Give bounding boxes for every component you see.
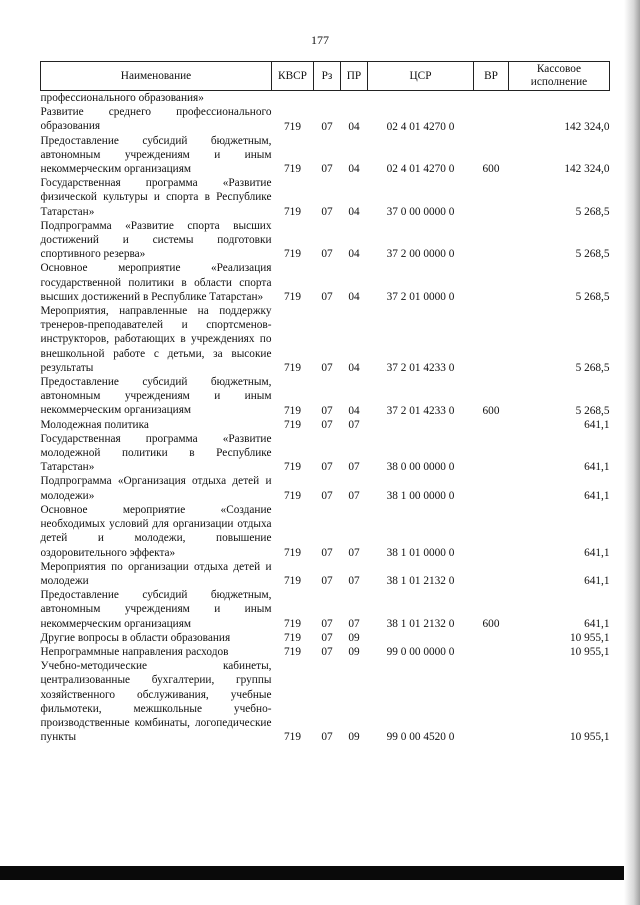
cell-rz: 07: [321, 120, 333, 133]
cell-name: Подпрограмма «Организация отдыха детей и молодежи»: [40, 475, 272, 502]
column-header-vr: ВР: [474, 62, 509, 91]
cell-rz: 07: [321, 248, 333, 261]
cell-vr: [474, 432, 509, 475]
cell-rz: 07: [321, 362, 333, 375]
cell-rz: 07: [321, 163, 333, 176]
cell-name: Мероприятия, направленные на поддержку тренеров-преподавателей и спортсменов-инструкторов, работающих в учреждениях по внешкольной работе с детьми, за высокие результаты: [40, 305, 272, 374]
cell-pr: 09: [348, 731, 360, 744]
table-row: [41, 645, 610, 659]
cell-amount: [509, 91, 610, 106]
cell-csr: 99 0 00 4520 0: [386, 731, 455, 744]
cell-csr: 38 0 00 0000 0: [386, 461, 455, 474]
cell-amount: 142 324,0: [564, 163, 610, 176]
page-number: 177: [311, 33, 329, 47]
cell-csr: [368, 418, 474, 432]
scan-edge-bottom: [0, 866, 640, 880]
cell-kvsr: 719: [284, 163, 301, 176]
cell-vr: [474, 418, 509, 432]
cell-amount: 641,1: [584, 546, 610, 559]
table-row: [41, 219, 610, 262]
table-row: [41, 134, 610, 177]
cell-csr: 02 4 01 4270 0: [386, 120, 455, 133]
cell-kvsr: 719: [284, 120, 301, 133]
table-row: [41, 304, 610, 375]
column-header-csr: ЦСР: [368, 62, 474, 91]
cell-csr: 37 0 00 0000 0: [386, 205, 455, 218]
cell-kvsr: 719: [284, 617, 301, 630]
cell-kvsr: 719: [284, 631, 301, 644]
table-row: [41, 659, 610, 744]
cell-kvsr: 719: [284, 646, 301, 659]
cell-rz: 07: [321, 731, 333, 744]
cell-amount: 5 268,5: [575, 404, 610, 417]
cell-name: Непрограммные направления расходов: [40, 645, 229, 658]
column-header-name: Наименование: [41, 62, 272, 91]
cell-pr: 04: [348, 404, 360, 417]
cell-kvsr: 719: [284, 291, 301, 304]
cell-pr: 07: [348, 617, 360, 630]
cell-vr: [474, 503, 509, 560]
cell-kvsr: 719: [284, 489, 301, 502]
cell-csr: 37 2 00 0000 0: [386, 248, 455, 261]
cell-name: Основное мероприятие «Создание необходимых условий для организации отдыха детей и молодежи, повышение оздоровительного эффекта»: [40, 503, 272, 559]
cell-amount: 5 268,5: [575, 205, 610, 218]
cell-kvsr: 719: [284, 461, 301, 474]
cell-vr: 600: [482, 163, 500, 176]
cell-amount: 10 955,1: [569, 731, 610, 744]
cell-pr: 04: [348, 291, 360, 304]
table-row: [41, 588, 610, 631]
cell-pr: 04: [348, 362, 360, 375]
cell-name: Государственная программа «Развитие молодежной политики в Республике Татарстан»: [40, 432, 272, 474]
cell-amount: 5 268,5: [575, 291, 610, 304]
cell-amount: 641,1: [584, 617, 610, 630]
cell-pr: 07: [348, 461, 360, 474]
cell-pr: 04: [348, 248, 360, 261]
cell-pr: 09: [348, 646, 360, 659]
cell-name: Молодежная политика: [40, 418, 149, 431]
cell-name: Основное мероприятие «Реализация государственной политики в области спорта высших достижений в Республике Татарстан»: [40, 262, 272, 303]
table-row: [41, 560, 610, 588]
cell-rz: 07: [321, 205, 333, 218]
cell-amount: 10 955,1: [569, 646, 610, 659]
cell-name: Предоставление субсидий бюджетным, автономным учреждениям и иным некоммерческим организациям: [40, 376, 272, 417]
column-header-rz: Рз: [314, 62, 341, 91]
cell-kvsr: 719: [284, 546, 301, 559]
cell-rz: 07: [321, 291, 333, 304]
cell-name: Предоставление субсидий бюджетным, автономным учреждениям и иным некоммерческим организациям: [40, 589, 272, 630]
cell-csr: 37 2 01 4233 0: [386, 362, 455, 375]
cell-vr: [474, 659, 509, 744]
cell-pr: 09: [348, 631, 360, 644]
cell-kvsr: 719: [284, 404, 301, 417]
cell-pr: 07: [348, 546, 360, 559]
cell-amount: 142 324,0: [564, 120, 610, 133]
column-header-amount: Кассовое исполнение: [509, 62, 610, 91]
cell-pr: 04: [348, 205, 360, 218]
cell-amount: 10 955,1: [569, 631, 610, 644]
cell-rz: 07: [321, 631, 333, 644]
table-row: [41, 418, 610, 432]
cell-name: Учебно-методические кабинеты, централизованные бухгалтерии, группы хозяйственного обслуживания, учебные фильмотеки, межшкольные учебно-производственные комбинаты, логопедические пункты: [40, 660, 272, 744]
cell-kvsr: 719: [284, 731, 301, 744]
cell-name: Предоставление субсидий бюджетным, автономным учреждениям и иным некоммерческим организациям: [40, 134, 272, 176]
cell-csr: 02 4 01 4270 0: [386, 163, 455, 176]
cell-vr: [474, 261, 509, 304]
cell-vr: 600: [482, 404, 500, 417]
cell-name: Мероприятия по организации отдыха детей и молодежи: [40, 560, 272, 587]
column-header-kvsr: КВСР: [272, 62, 314, 91]
cell-name: Подпрограмма «Развитие спорта высших достижений и системы подготовки спортивного резерва»: [40, 219, 272, 261]
table-row: [41, 375, 610, 418]
cell-amount: 641,1: [584, 461, 610, 474]
cell-rz: 07: [321, 418, 333, 431]
cell-csr: 37 2 01 4233 0: [386, 404, 455, 417]
cell-vr: [474, 474, 509, 502]
cell-csr: 38 1 01 2132 0: [386, 575, 455, 588]
cell-csr: 99 0 00 0000 0: [386, 646, 455, 659]
cell-amount: 5 268,5: [575, 248, 610, 261]
cell-kvsr: 719: [284, 575, 301, 588]
cell-pr: 07: [348, 489, 360, 502]
table-row: [41, 432, 610, 475]
budget-table: [40, 61, 610, 744]
cell-kvsr: 719: [284, 248, 301, 261]
cell-name: Развитие среднего профессионального образования: [40, 106, 272, 133]
cell-csr: 38 1 01 0000 0: [386, 546, 455, 559]
cell-rz: 07: [321, 489, 333, 502]
cell-vr: [474, 105, 509, 133]
cell-rz: 07: [321, 646, 333, 659]
table-row: [41, 474, 610, 502]
cell-csr: [368, 631, 474, 645]
table-header-row: [41, 62, 610, 91]
table-row: [41, 91, 610, 106]
cell-vr: [474, 219, 509, 262]
cell-vr: [474, 560, 509, 588]
table-row: [41, 261, 610, 304]
cell-name: профессионального образования»: [40, 92, 204, 104]
cell-vr: [474, 631, 509, 645]
cell-pr: 04: [348, 120, 360, 133]
cell-name: Другие вопросы в области образования: [40, 631, 231, 644]
table-row: [41, 105, 610, 133]
cell-vr: [474, 91, 509, 106]
cell-pr: 07: [348, 575, 360, 588]
cell-amount: 5 268,5: [575, 362, 610, 375]
cell-rz: 07: [321, 404, 333, 417]
cell-pr: 04: [348, 163, 360, 176]
cell-amount: 641,1: [584, 418, 610, 431]
cell-name: Государственная программа «Развитие физической культуры и спорта в Республике Татарстан»: [40, 177, 272, 218]
cell-csr: 37 2 01 0000 0: [386, 291, 455, 304]
table-row: [41, 176, 610, 219]
cell-vr: [474, 304, 509, 375]
cell-amount: 641,1: [584, 489, 610, 502]
cell-rz: 07: [321, 546, 333, 559]
cell-rz: 07: [321, 617, 333, 630]
table-row: [41, 631, 610, 645]
cell-amount: 641,1: [584, 575, 610, 588]
cell-csr: [368, 91, 474, 106]
cell-kvsr: 719: [284, 418, 301, 431]
cell-vr: [474, 176, 509, 219]
cell-csr: 38 1 00 0000 0: [386, 489, 455, 502]
scan-edge-right: [624, 0, 640, 905]
column-header-pr: ПР: [341, 62, 368, 91]
cell-kvsr: 719: [284, 205, 301, 218]
cell-vr: 600: [482, 617, 500, 630]
table-row: [41, 503, 610, 560]
cell-vr: [474, 645, 509, 659]
cell-pr: 07: [348, 418, 360, 431]
cell-kvsr: [272, 91, 314, 106]
cell-pr: [341, 91, 368, 106]
cell-rz: [314, 91, 341, 106]
cell-rz: 07: [321, 461, 333, 474]
cell-rz: 07: [321, 575, 333, 588]
cell-csr: 38 1 01 2132 0: [386, 617, 455, 630]
cell-kvsr: 719: [284, 362, 301, 375]
